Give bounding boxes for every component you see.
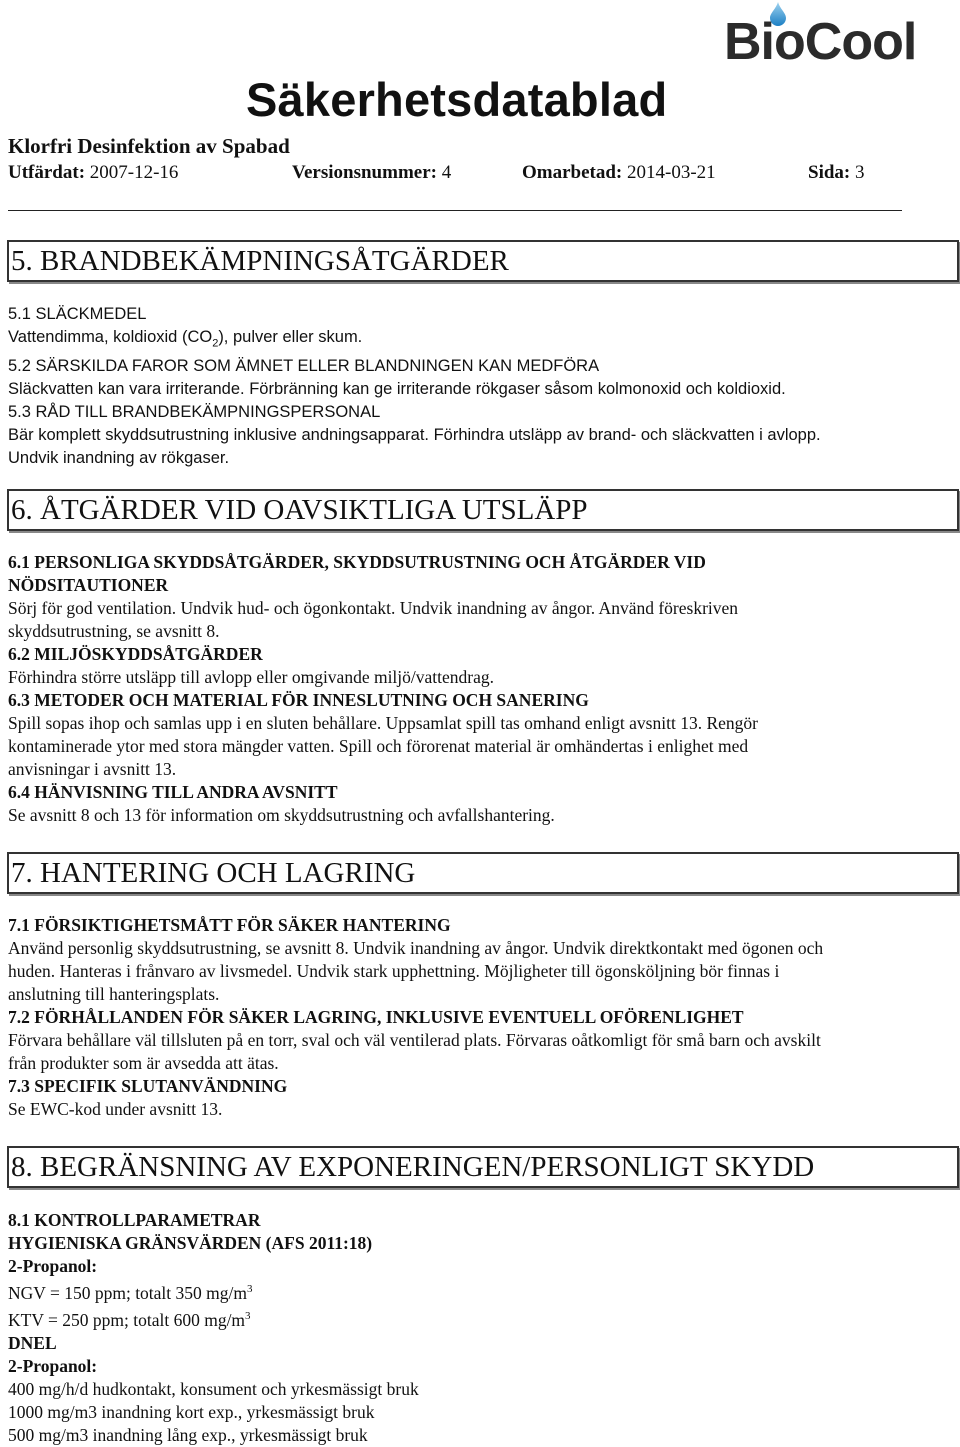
- subheading: 6.3 METODER OCH MATERIAL FÖR INNESLUTNING OCH SANERING: [8, 690, 589, 710]
- subheading: HYGIENISKA GRÄNSVÄRDEN (AFS 2011:18): [8, 1233, 373, 1253]
- section-5-heading: 5. BRANDBEKÄMPNINGSÅTGÄRDER: [7, 240, 959, 282]
- document-title: Säkerhetsdatablad: [246, 73, 668, 126]
- paragraph-line: Bär komplett skyddsutrustning inklusive andningsapparat. Förhindra utsläpp av brand- och släckvatten i avlopp.: [8, 426, 821, 445]
- biocool-logo: [718, 2, 954, 74]
- paragraph-line: Vattendimma, koldioxid $(CO_2)$, pulver eller skum.: [8, 328, 363, 350]
- dnel-value: 400 mg/h/d hudkontakt, konsument och yrkesmässigt bruk: [8, 1378, 419, 1399]
- subheading: 6.2 MILJÖSKYDDSÅTGÄRDER: [8, 644, 263, 664]
- subheading: 7.2 FÖRHÅLLANDEN FÖR SÄKER LAGRING, INKLUSIVE EVENTUELL OFÖRENLIGHET: [8, 1007, 744, 1027]
- paragraph-line: Förvara behållare väl tillsluten på en torr, sval och väl ventilerad plats. Förvaras oåtkomligt för små barn och avskilt: [8, 1030, 821, 1050]
- substance-label: 2-Propanol:: [8, 1256, 98, 1276]
- header-divider: [8, 210, 902, 211]
- paragraph-line: Använd personlig skyddsutrustning, se avsnitt 8. Undvik inandning av ångor. Undvik direktkontakt med ögonen och: [8, 938, 824, 958]
- subheading: 8.1 KONTROLLPARAMETRAR: [8, 1210, 261, 1230]
- section-6-body: [8, 551, 948, 827]
- issued-date: Utfärdat: 2007-12-16: [8, 162, 179, 183]
- paragraph-line: huden. Hanteras i frånvaro av livsmedel. Undvik stark upphettning. Möjligheter till ögonsköljning bör finnas i: [8, 961, 780, 981]
- paragraph-line: Spill sopas ihop och samlas upp i en sluten behållare. Uppsamlat spill tas omhand enligt avsnitt 13. Rengör: [8, 713, 758, 733]
- paragraph-line: Sörj för god ventilation. Undvik hud- och ögonkontakt. Undvik inandning av ångor. Använd föreskriven: [8, 598, 739, 618]
- product-name: Klorfri Desinfektion av Spabad: [8, 134, 290, 158]
- dnel-value: 500 mg/m3 inandning lång exp., yrkesmässigt bruk: [8, 1424, 368, 1445]
- ngv-value: NGV = 150 ppm; totalt 350 $mg/m^3$: [8, 1282, 253, 1303]
- paragraph-line: Förhindra större utsläpp till avlopp eller omgivande miljö/vattendrag.: [8, 667, 495, 687]
- substance-label: 2-Propanol:: [8, 1355, 98, 1376]
- subheading: 6.1 PERSONLIGA SKYDDSÅTGÄRDER, SKYDDSUTRUSTNING OCH ÅTGÄRDER VID: [8, 552, 706, 572]
- section-8-body: [8, 1209, 948, 1447]
- ktv-value: KTV = 250 ppm; totalt 600 $mg/m^3$: [8, 1309, 251, 1330]
- paragraph-line: skyddsutrustning, se avsnitt 8.: [8, 621, 220, 641]
- paragraph-line: Se avsnitt 8 och 13 för information om skyddsutrustning och avfallshantering.: [8, 805, 555, 825]
- paragraph-line: Släckvatten kan vara irriterande. Förbränning kan ge irriterande rökgaser såsom kolmonoxid och koldioxid.: [8, 380, 786, 399]
- paragraph-line: kontaminerade ytor med stora mängder vatten. Spill och förorenat material är omhändertas i enlighet med: [8, 736, 749, 756]
- section-7-body: [8, 914, 948, 1121]
- revised-date: Omarbetad: 2014-03-21: [522, 162, 716, 183]
- paragraph-line: anslutning till hanteringsplats.: [8, 984, 220, 1004]
- subheading: 7.3 SPECIFIK SLUTANVÄNDNING: [8, 1076, 288, 1096]
- page-number: Sida: 3: [808, 162, 865, 183]
- version-number: Versionsnummer: 4: [292, 162, 452, 183]
- subheading: 5.1 SLÄCKMEDEL: [8, 305, 147, 323]
- subheading: 5.3 RÅD TILL BRANDBEKÄMPNINGSPERSONAL: [8, 403, 381, 422]
- paragraph-line: Undvik inandning av rökgaser.: [8, 449, 230, 468]
- section-8-heading: 8. BEGRÄNSNING AV EXPONERINGEN/PERSONLIGT SKYDD: [7, 1146, 959, 1188]
- paragraph-line: anvisningar i avsnitt 13.: [8, 759, 177, 779]
- paragraph-line: från produkter som är avsedda att ätas.: [8, 1053, 279, 1073]
- section-7-heading: 7. HANTERING OCH LAGRING: [7, 852, 959, 894]
- logo-text: BioCool: [724, 13, 917, 71]
- subheading: 7.1 FÖRSIKTIGHETSMÅTT FÖR SÄKER HANTERING: [8, 915, 451, 935]
- subheading: 5.2 SÄRSKILDA FAROR SOM ÄMNET ELLER BLANDNINGEN KAN MEDFÖRA: [8, 357, 600, 376]
- dnel-label: DNEL: [8, 1332, 57, 1353]
- section-5-body: [8, 303, 948, 470]
- section-6-heading: 6. ÅTGÄRDER VID OAVSIKTLIGA UTSLÄPP: [7, 489, 959, 531]
- dnel-value: 1000 mg/m3 inandning kort exp., yrkesmässigt bruk: [8, 1401, 375, 1422]
- subheading: 6.4 HÄNVISNING TILL ANDRA AVSNITT: [8, 782, 338, 802]
- subheading: NÖDSITAUTIONER: [8, 575, 169, 595]
- paragraph-line: Se EWC-kod under avsnitt 13.: [8, 1099, 223, 1119]
